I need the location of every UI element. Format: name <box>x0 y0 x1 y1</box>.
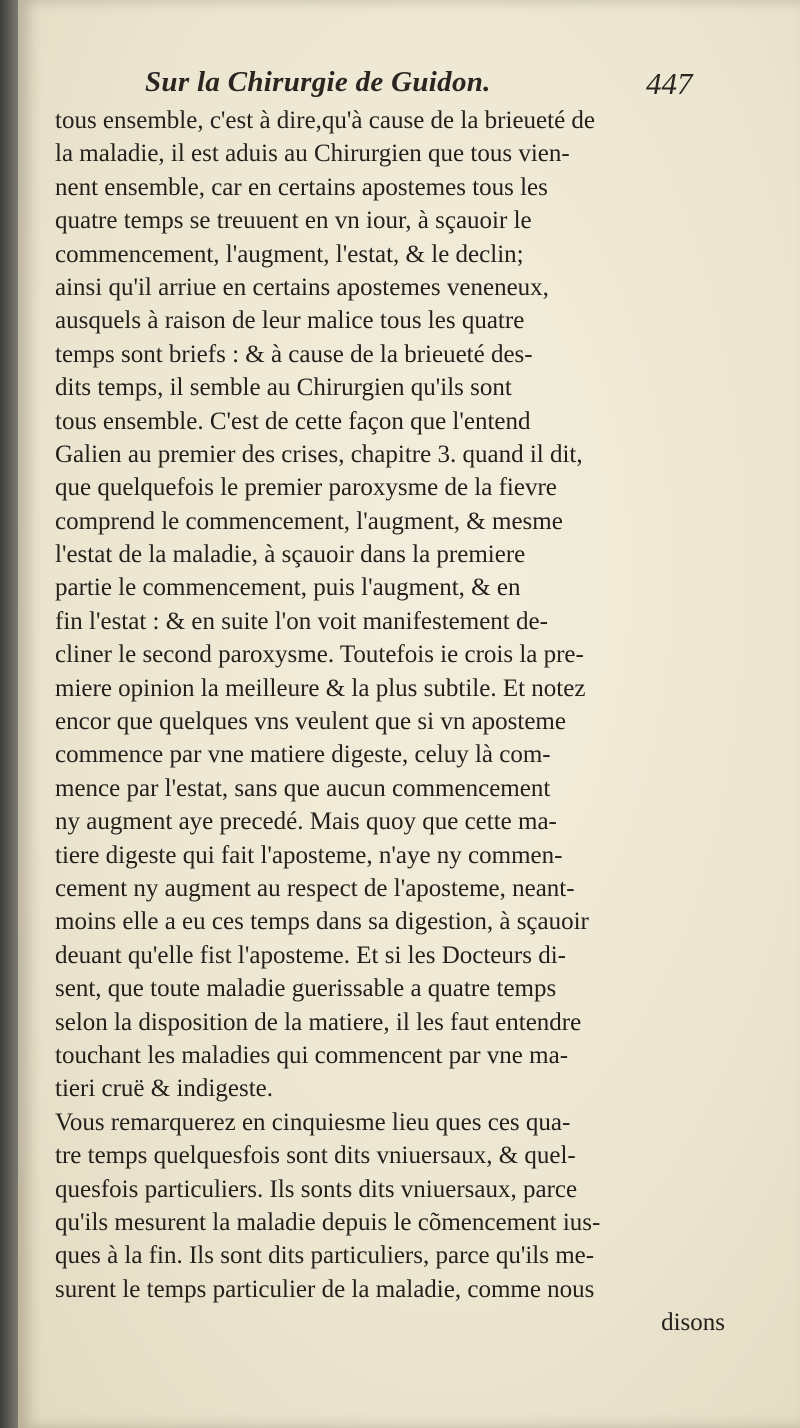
text-line: ques à la fin. Ils sont dits particuliers, parce qu'ils me- <box>55 1242 595 1270</box>
text-line: quatre temps se treuuent en vn iour, à sçauoir le <box>55 207 532 235</box>
text-line: commence par vne matiere digeste, celuy là com- <box>55 741 551 769</box>
catchword: disons <box>661 1309 725 1337</box>
text-line: tieri cruë & indigeste. <box>55 1075 273 1103</box>
text-line: cliner le second paroxysme. Toutefois ie crois la pre- <box>55 641 584 669</box>
text-line: ainsi qu'il arriue en certains apostemes veneneux, <box>55 273 549 301</box>
text-line: la maladie, il est aduis au Chirurgien que tous vien- <box>55 140 570 168</box>
text-line: l'estat de la maladie, à sçauoir dans la premiere <box>55 541 526 569</box>
text-line: qu'ils mesurent la maladie depuis le cõmencement ius- <box>55 1208 601 1236</box>
text-line: ausquels à raison de leur malice tous les quatre <box>55 307 525 335</box>
text-line: fin l'estat : & en suite l'on voit manifestement de- <box>55 607 548 635</box>
text-line: quesfois particuliers. Ils sonts dits vniuersaux, parce <box>55 1175 578 1203</box>
text-line: deuant qu'elle fist l'aposteme. Et si les Docteurs di- <box>55 941 566 969</box>
text-line: sent, que toute maladie guerissable a quatre temps <box>55 975 557 1003</box>
text-line: tiere digeste qui fait l'aposteme, n'aye ny commen- <box>55 841 563 869</box>
book-page <box>18 0 800 1428</box>
text-line: touchant les maladies qui commencent par vne ma- <box>55 1041 569 1069</box>
body-text <box>55 104 725 1424</box>
text-line: comprend le commencement, l'augment, & mesme <box>55 507 563 535</box>
text-line: tous ensemble. C'est de cette façon que l'entend <box>55 407 531 435</box>
text-line: tre temps quelquesfois sont dits vniuersaux, & quel- <box>55 1142 576 1170</box>
text-line: temps sont briefs : & à cause de la brieueté des- <box>55 340 533 368</box>
text-line: partie le commencement, puis l'augment, & en <box>55 574 521 602</box>
text-line: surent le temps particulier de la maladie, comme nous <box>55 1275 595 1303</box>
text-line: Galien au premier des crises, chapitre 3. quand il dit, <box>55 440 583 468</box>
text-line: cement ny augment au respect de l'aposteme, neant- <box>55 874 575 902</box>
text-line: dits temps, il semble au Chirurgien qu'ils sont <box>55 374 512 402</box>
text-line: ny augment aye precedé. Mais quoy que cette ma- <box>55 808 557 836</box>
text-line: commencement, l'augment, l'estat, & le declin; <box>55 240 524 268</box>
text-line: que quelquefois le premier paroxysme de la fievre <box>55 474 557 502</box>
page-number: 447 <box>646 66 693 101</box>
text-line: mence par l'estat, sans que aucun commencement <box>55 774 551 802</box>
running-head: Sur la Chirurgie de Guidon. <box>145 66 491 98</box>
text-line: encor que quelques vns veulent que si vn aposteme <box>55 708 566 736</box>
text-line: Vous remarquerez en cinquiesme lieu ques ces qua- <box>55 1108 571 1136</box>
text-line: miere opinion la meilleure & la plus subtile. Et notez <box>55 674 586 702</box>
text-line: tous ensemble, c'est à dire,qu'à cause de la brieueté de <box>55 107 596 134</box>
text-line: selon la disposition de la matiere, il les faut entendre <box>55 1008 582 1036</box>
text-line: moins elle a eu ces temps dans sa digestion, à sçauoir <box>55 908 589 936</box>
text-line: nent ensemble, car en certains apostemes tous les <box>55 173 548 201</box>
